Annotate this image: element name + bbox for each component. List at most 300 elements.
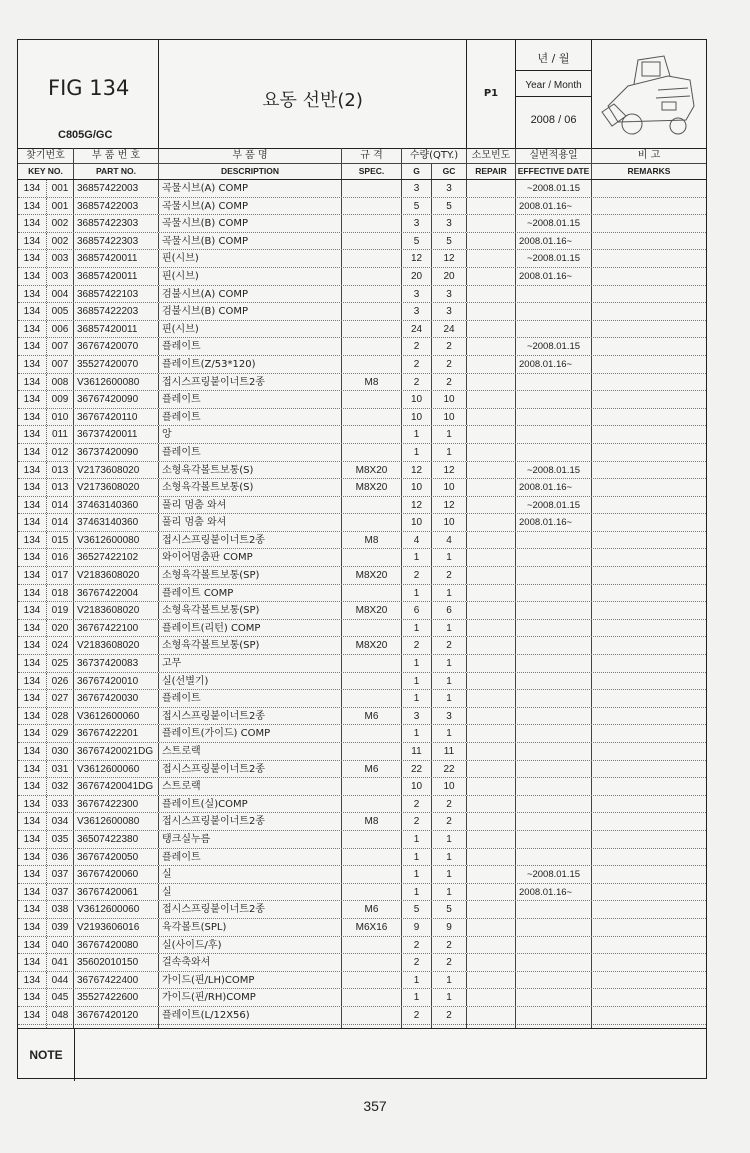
row-qty-gc: 1 [432,620,467,637]
row-repair [467,673,516,690]
table-row [18,198,706,216]
row-repair [467,831,516,848]
row-key: 045 [47,989,74,1006]
note-section [18,1028,706,1081]
row-fig: 134 [18,901,47,918]
row-spec [342,937,402,954]
table-row [18,637,706,655]
row-description: 접시스프링붙이너트2종 [159,532,342,549]
row-qty-gc: 1 [432,831,467,848]
col-part-en: PART NO. [74,164,159,179]
row-remarks [592,602,706,619]
row-qty-gc: 1 [432,655,467,672]
row-fig: 134 [18,778,47,795]
row-key: 013 [47,479,74,496]
row-qty-gc: 3 [432,180,467,197]
row-effective-date [516,532,592,549]
row-remarks [592,989,706,1006]
row-fig: 134 [18,954,47,971]
row-fig: 134 [18,356,47,373]
row-qty-g: 2 [402,954,432,971]
row-key: 039 [47,919,74,936]
row-description: 소형육각볼트보통(SP) [159,637,342,654]
row-remarks [592,180,706,197]
row-repair [467,690,516,707]
row-key: 010 [47,409,74,426]
row-part-no: 36767420080 [74,937,159,954]
row-effective-date [516,409,592,426]
table-row [18,374,706,392]
row-description: 걸속축와셔 [159,954,342,971]
row-qty-g: 1 [402,585,432,602]
row-fig: 134 [18,268,47,285]
row-part-no: 36767422201 [74,725,159,742]
row-effective-date [516,567,592,584]
row-qty-g: 2 [402,374,432,391]
row-effective-date [516,813,592,830]
row-spec [342,198,402,215]
row-qty-gc: 12 [432,462,467,479]
row-remarks [592,356,706,373]
row-description: 실 [159,866,342,883]
row-spec [342,233,402,250]
row-fig: 134 [18,514,47,531]
row-repair [467,444,516,461]
row-qty-gc: 12 [432,250,467,267]
row-description: 실(사이드/후) [159,937,342,954]
row-fig: 134 [18,972,47,989]
row-fig: 134 [18,479,47,496]
table-row [18,849,706,867]
row-description: 소형육각볼트보통(S) [159,462,342,479]
row-qty-g: 2 [402,567,432,584]
table-row [18,655,706,673]
row-spec: M8X20 [342,602,402,619]
row-remarks [592,497,706,514]
table-row [18,761,706,779]
row-repair [467,286,516,303]
row-effective-date [516,761,592,778]
row-fig: 134 [18,286,47,303]
row-repair [467,479,516,496]
row-part-no: 36767420061 [74,884,159,901]
row-key: 018 [47,585,74,602]
row-qty-g: 1 [402,444,432,461]
table-row [18,866,706,884]
row-remarks [592,708,706,725]
row-fig: 134 [18,620,47,637]
col-eff-kr: 실번적용일 [516,148,592,163]
col-key-en: KEY NO. [18,164,74,179]
row-qty-g: 2 [402,338,432,355]
row-qty-g: 1 [402,725,432,742]
row-effective-date: 2008.01.16~ [516,356,592,373]
row-effective-date [516,901,592,918]
row-effective-date [516,374,592,391]
row-key: 028 [47,708,74,725]
row-effective-date: ~2008.01.15 [516,215,592,232]
row-repair [467,549,516,566]
row-description: 풀리 멈춤 와셔 [159,514,342,531]
row-description: 곡물시브(A) COMP [159,198,342,215]
row-description: 플레이트 [159,338,342,355]
row-effective-date [516,426,592,443]
row-qty-g: 10 [402,391,432,408]
row-description: 플레이트(가이드) COMP [159,725,342,742]
row-qty-g: 1 [402,831,432,848]
table-row [18,514,706,532]
row-part-no: V3612600060 [74,708,159,725]
table-row [18,303,706,321]
row-key: 001 [47,180,74,197]
row-description: 플레이트(Z/53*120) [159,356,342,373]
row-remarks [592,532,706,549]
row-qty-gc: 1 [432,690,467,707]
row-description: 풀리 멈춤 와셔 [159,497,342,514]
row-key: 029 [47,725,74,742]
row-repair [467,620,516,637]
row-spec [342,215,402,232]
row-part-no: 36767422300 [74,796,159,813]
row-part-no: 36857420011 [74,250,159,267]
row-description: 플레이트 [159,444,342,461]
row-part-no: 36737420011 [74,426,159,443]
row-qty-gc: 4 [432,532,467,549]
row-effective-date [516,585,592,602]
issue-date: 2008 / 06 [530,114,577,126]
blank-row [18,1009,706,1028]
row-repair [467,849,516,866]
page-code-cell [467,40,516,148]
row-qty-g: 2 [402,1007,432,1024]
row-fig: 134 [18,602,47,619]
row-repair [467,532,516,549]
row-part-no: V2183608020 [74,567,159,584]
row-spec [342,286,402,303]
row-repair [467,514,516,531]
row-key: 048 [47,1007,74,1024]
row-spec [342,180,402,197]
row-part-no: 36767420120 [74,1007,159,1024]
row-remarks [592,743,706,760]
row-part-no: 37463140360 [74,514,159,531]
row-part-no: 36527422102 [74,549,159,566]
table-row [18,286,706,304]
row-qty-g: 1 [402,989,432,1006]
table-row [18,919,706,937]
table-row [18,444,706,462]
row-effective-date: ~2008.01.15 [516,338,592,355]
row-spec [342,268,402,285]
row-key: 002 [47,215,74,232]
row-part-no: V2173608020 [74,462,159,479]
row-spec: M8X20 [342,479,402,496]
row-repair [467,268,516,285]
row-key: 026 [47,673,74,690]
row-remarks [592,567,706,584]
row-repair [467,637,516,654]
row-spec [342,620,402,637]
row-key: 044 [47,972,74,989]
row-qty-gc: 2 [432,637,467,654]
row-key: 038 [47,901,74,918]
row-fig: 134 [18,690,47,707]
row-key: 017 [47,567,74,584]
row-repair [467,954,516,971]
page-code: P1 [483,88,499,99]
row-key: 008 [47,374,74,391]
row-part-no: V3612600080 [74,813,159,830]
row-qty-g: 1 [402,972,432,989]
row-qty-g: 10 [402,409,432,426]
row-part-no: 35527420070 [74,356,159,373]
row-fig: 134 [18,761,47,778]
row-part-no: 36767420070 [74,338,159,355]
parts-sheet [17,39,707,1079]
row-remarks [592,919,706,936]
table-row [18,954,706,972]
row-part-no: 36857422003 [74,198,159,215]
col-qty-kr: 수량(QTY.) [402,148,467,163]
row-part-no: 37463140360 [74,497,159,514]
row-qty-g: 22 [402,761,432,778]
row-remarks [592,268,706,285]
row-qty-g: 9 [402,919,432,936]
row-effective-date [516,831,592,848]
row-remarks [592,690,706,707]
row-remarks [592,233,706,250]
row-description: 접시스프링붙이너트2종 [159,901,342,918]
row-repair [467,655,516,672]
row-qty-g: 3 [402,215,432,232]
row-repair [467,462,516,479]
row-qty-g: 10 [402,514,432,531]
row-remarks [592,813,706,830]
year-month-cell [516,40,592,148]
col-desc-kr: 부 품 명 [159,148,342,163]
col-rem-en: REMARKS [627,166,671,176]
row-spec [342,743,402,760]
row-part-no: 36767422400 [74,972,159,989]
row-qty-gc: 1 [432,585,467,602]
row-description: 플레이트 COMP [159,585,342,602]
row-effective-date [516,549,592,566]
row-qty-gc: 20 [432,268,467,285]
row-part-no: V2193606016 [74,919,159,936]
row-effective-date [516,708,592,725]
row-part-no: V3612600080 [74,374,159,391]
row-qty-gc: 2 [432,796,467,813]
title-cell [159,40,467,148]
row-spec [342,391,402,408]
row-qty-gc: 10 [432,409,467,426]
table-row [18,743,706,761]
row-key: 015 [47,532,74,549]
row-qty-g: 12 [402,462,432,479]
row-fig: 134 [18,1007,47,1024]
row-repair [467,708,516,725]
row-key: 031 [47,761,74,778]
row-fig: 134 [18,215,47,232]
row-repair [467,884,516,901]
row-remarks [592,954,706,971]
row-fig: 134 [18,303,47,320]
row-remarks [592,338,706,355]
row-effective-date [516,919,592,936]
row-qty-g: 5 [402,198,432,215]
row-spec [342,409,402,426]
table-row [18,268,706,286]
row-spec [342,356,402,373]
table-row [18,620,706,638]
row-remarks [592,725,706,742]
row-key: 014 [47,497,74,514]
row-fig: 134 [18,198,47,215]
row-key: 033 [47,796,74,813]
row-repair [467,321,516,338]
row-description: 육각볼트(SPL) [159,919,342,936]
row-effective-date: 2008.01.16~ [516,233,592,250]
row-description: 스트로랙 [159,778,342,795]
row-part-no: 36767420030 [74,690,159,707]
row-qty-gc: 1 [432,972,467,989]
row-part-no: 36767420041DG [74,778,159,795]
row-fig: 134 [18,585,47,602]
row-description: 곡물시브(B) COMP [159,233,342,250]
table-header-kr [18,148,706,164]
col-g-en: G [402,164,432,179]
table-row [18,884,706,902]
row-description: 핀(시브) [159,268,342,285]
row-effective-date [516,690,592,707]
row-key: 004 [47,286,74,303]
row-qty-gc: 5 [432,233,467,250]
table-row [18,497,706,515]
row-fig: 134 [18,866,47,883]
row-key: 035 [47,831,74,848]
row-spec [342,250,402,267]
row-repair [467,356,516,373]
row-spec [342,321,402,338]
row-remarks [592,303,706,320]
row-remarks [592,673,706,690]
row-key: 007 [47,356,74,373]
row-effective-date: ~2008.01.15 [516,180,592,197]
row-description: 핀(시브) [159,321,342,338]
row-effective-date: 2008.01.16~ [516,514,592,531]
row-qty-g: 2 [402,356,432,373]
row-spec: M6 [342,708,402,725]
row-part-no: 36857422103 [74,286,159,303]
row-description: 플레이트(실)COMP [159,796,342,813]
row-effective-date [516,796,592,813]
row-remarks [592,409,706,426]
row-remarks [592,391,706,408]
row-qty-g: 3 [402,708,432,725]
row-remarks [592,884,706,901]
row-qty-g: 1 [402,884,432,901]
row-part-no: V2183608020 [74,602,159,619]
row-qty-gc: 3 [432,215,467,232]
year-month-kr: 년 / 월 [537,52,570,65]
col-spec-en: SPEC. [342,164,402,179]
row-effective-date: 2008.01.16~ [516,884,592,901]
row-key: 032 [47,778,74,795]
row-effective-date: ~2008.01.15 [516,497,592,514]
row-effective-date: 2008.01.16~ [516,268,592,285]
row-repair [467,901,516,918]
row-qty-g: 20 [402,268,432,285]
row-repair [467,409,516,426]
col-spec-kr: 규 격 [342,148,402,163]
row-spec [342,444,402,461]
row-spec [342,514,402,531]
row-qty-gc: 2 [432,937,467,954]
row-spec [342,972,402,989]
row-remarks [592,901,706,918]
row-repair [467,250,516,267]
row-qty-gc: 6 [432,602,467,619]
row-fig: 134 [18,796,47,813]
row-key: 034 [47,813,74,830]
row-fig: 134 [18,884,47,901]
row-fig: 134 [18,708,47,725]
row-remarks [592,426,706,443]
row-fig: 134 [18,813,47,830]
row-qty-gc: 1 [432,725,467,742]
row-repair [467,796,516,813]
row-spec: M8X20 [342,567,402,584]
row-repair [467,602,516,619]
row-description: 스트로랙 [159,743,342,760]
row-qty-gc: 5 [432,901,467,918]
table-row [18,338,706,356]
row-qty-gc: 1 [432,549,467,566]
row-key: 002 [47,233,74,250]
row-qty-gc: 10 [432,479,467,496]
row-qty-gc: 2 [432,356,467,373]
row-part-no: 36767422004 [74,585,159,602]
row-description: 가이드(핀/LH)COMP [159,972,342,989]
row-part-no: V2183608020 [74,637,159,654]
row-repair [467,391,516,408]
row-qty-gc: 1 [432,866,467,883]
row-remarks [592,937,706,954]
row-remarks [592,637,706,654]
row-qty-g: 1 [402,655,432,672]
row-fig: 134 [18,233,47,250]
col-rem-kr: 비 고 [637,150,661,161]
row-key: 007 [47,338,74,355]
row-key: 025 [47,655,74,672]
row-fig: 134 [18,849,47,866]
row-part-no: V2173608020 [74,479,159,496]
row-effective-date [516,602,592,619]
row-fig: 134 [18,374,47,391]
row-qty-gc: 24 [432,321,467,338]
row-description: 앙 [159,426,342,443]
row-remarks [592,514,706,531]
row-description: 핀(시브) [159,250,342,267]
row-key: 006 [47,321,74,338]
table-row [18,462,706,480]
table-row [18,989,706,1007]
row-qty-g: 2 [402,813,432,830]
fig-number: FIG 134 [48,76,130,100]
row-repair [467,198,516,215]
row-part-no: 36767420010 [74,673,159,690]
row-fig: 134 [18,444,47,461]
